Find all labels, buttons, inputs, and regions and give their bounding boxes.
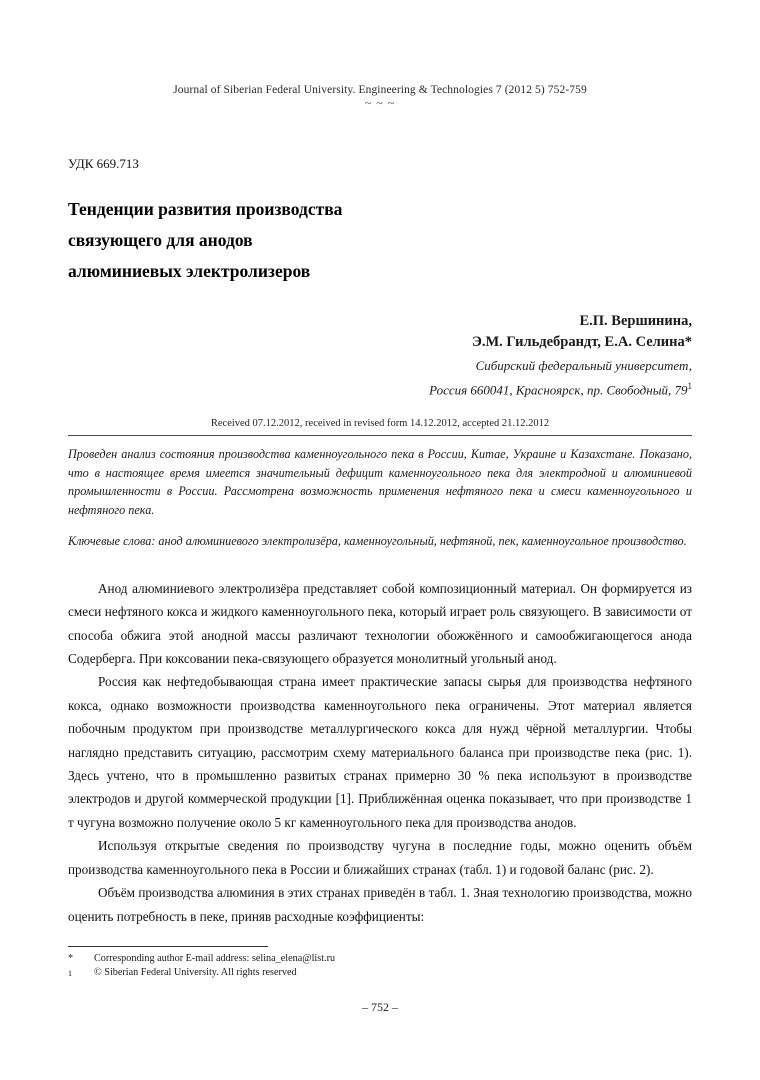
footnote-text: © Siberian Federal University. All rights reserved — [94, 967, 297, 978]
abstract-text: Проведен анализ состояния производства каменноугольного пека в России, Китае, Украине и Казахстане. Показано, что в настоящее время имеется значительный дефицит каменноугольного пека для электродной и алюминиевой промышленности в России. Рассмотрена возможность применения нефтяного пека и смеси каменноугольного и нефтяного пека. — [68, 447, 692, 517]
footnote-rule — [68, 946, 268, 947]
title-line-2: связующего для анодов — [68, 230, 253, 250]
affiliation — [68, 356, 692, 400]
body-text — [68, 577, 692, 928]
footnote-item — [68, 952, 692, 966]
page-number: – 752 – — [362, 1000, 398, 1014]
body-paragraph: Анод алюминиевого электролизёра представляет собой композиционный материал. Он формируется из смеси нефтяного кокса и жидкого каменноугольного пека, который играет роль связующего. В зависимости от способа обжига этой анодной массы различают технологии обожжённого и самообжигающегося анода Содерберга. При коксовании пека-связующего образуется монолитный угольный анод. — [68, 580, 692, 667]
running-head: Journal of Siberian Federal University. Engineering & Technologies 7 (2012 5) 752-759 — [173, 84, 587, 96]
affiliation-line-1: Сибирский федеральный университет, — [475, 358, 692, 373]
footnote-block — [68, 946, 692, 981]
author-list — [68, 311, 692, 353]
page-title — [68, 194, 692, 287]
udc-code: УДК 669.713 — [68, 156, 139, 171]
affiliation-line-2 — [68, 376, 692, 400]
body-paragraph: Россия как нефтедобывающая страна имеет практические запасы сырья для производства нефтяного кокса, однако возможности производства каменноугольного пека ограничены. Этот материал является побочным продуктом при производстве металлургического кокса для нужд чёрной металлургии. Чтобы наглядно представить ситуацию, рассмотрим схему материального баланса при производстве пека (рис. 1). Здесь учтено, что в промышленно развитых странах примерно 30 % пека используют в производстве электродов и другой коммерческой продукции [1]. Приближённая оценка показывает, что при производстве 1 т чугуна возможно получение около 5 кг каменноугольного пека для производства анодов. — [68, 674, 692, 830]
ornament-rule: ~ ~ ~ — [364, 96, 396, 110]
footnote-marker: * — [68, 953, 74, 964]
footnote-marker: 1 — [68, 969, 72, 978]
body-paragraph: Используя открытые сведения по производству чугуна в последние годы, можно оценить объём производства каменноугольного пека в России и ближайших странах (табл. 1) и годовой баланс (рис. 2). — [68, 838, 692, 877]
author-line-1: Е.П. Вершинина, — [579, 313, 692, 329]
footnote-item — [68, 966, 692, 981]
page-content — [68, 0, 692, 928]
affiliation-address: Россия 660041, Красноярск, пр. Свободный, 79 — [429, 382, 688, 398]
body-paragraph: Объём производства алюминия в этих странах приведён в табл. 1. Зная технологию производства, можно оценить потребность в пеке, приняв расходные коэффициенты: — [68, 885, 692, 924]
footnote-text: Corresponding author E-mail address: selina_elena@list.ru — [94, 953, 336, 964]
author-line-2: Э.М. Гильдебрандт, Е.А. Селина* — [472, 334, 692, 350]
abstract-top-rule — [68, 435, 692, 436]
title-line-3: алюминиевых электролизеров — [68, 261, 311, 281]
affiliation-footnote-marker: 1 — [687, 381, 692, 391]
title-line-1: Тенденции развития производства — [68, 199, 343, 219]
received-dates: Received 07.12.2012, received in revised form 14.12.2012, accepted 21.12.2012 — [210, 418, 550, 430]
keywords-text: Ключевые слова: анод алюминиевого электролизёра, каменноугольный, нефтяной, пек, каменноугольное производство. — [68, 534, 687, 549]
